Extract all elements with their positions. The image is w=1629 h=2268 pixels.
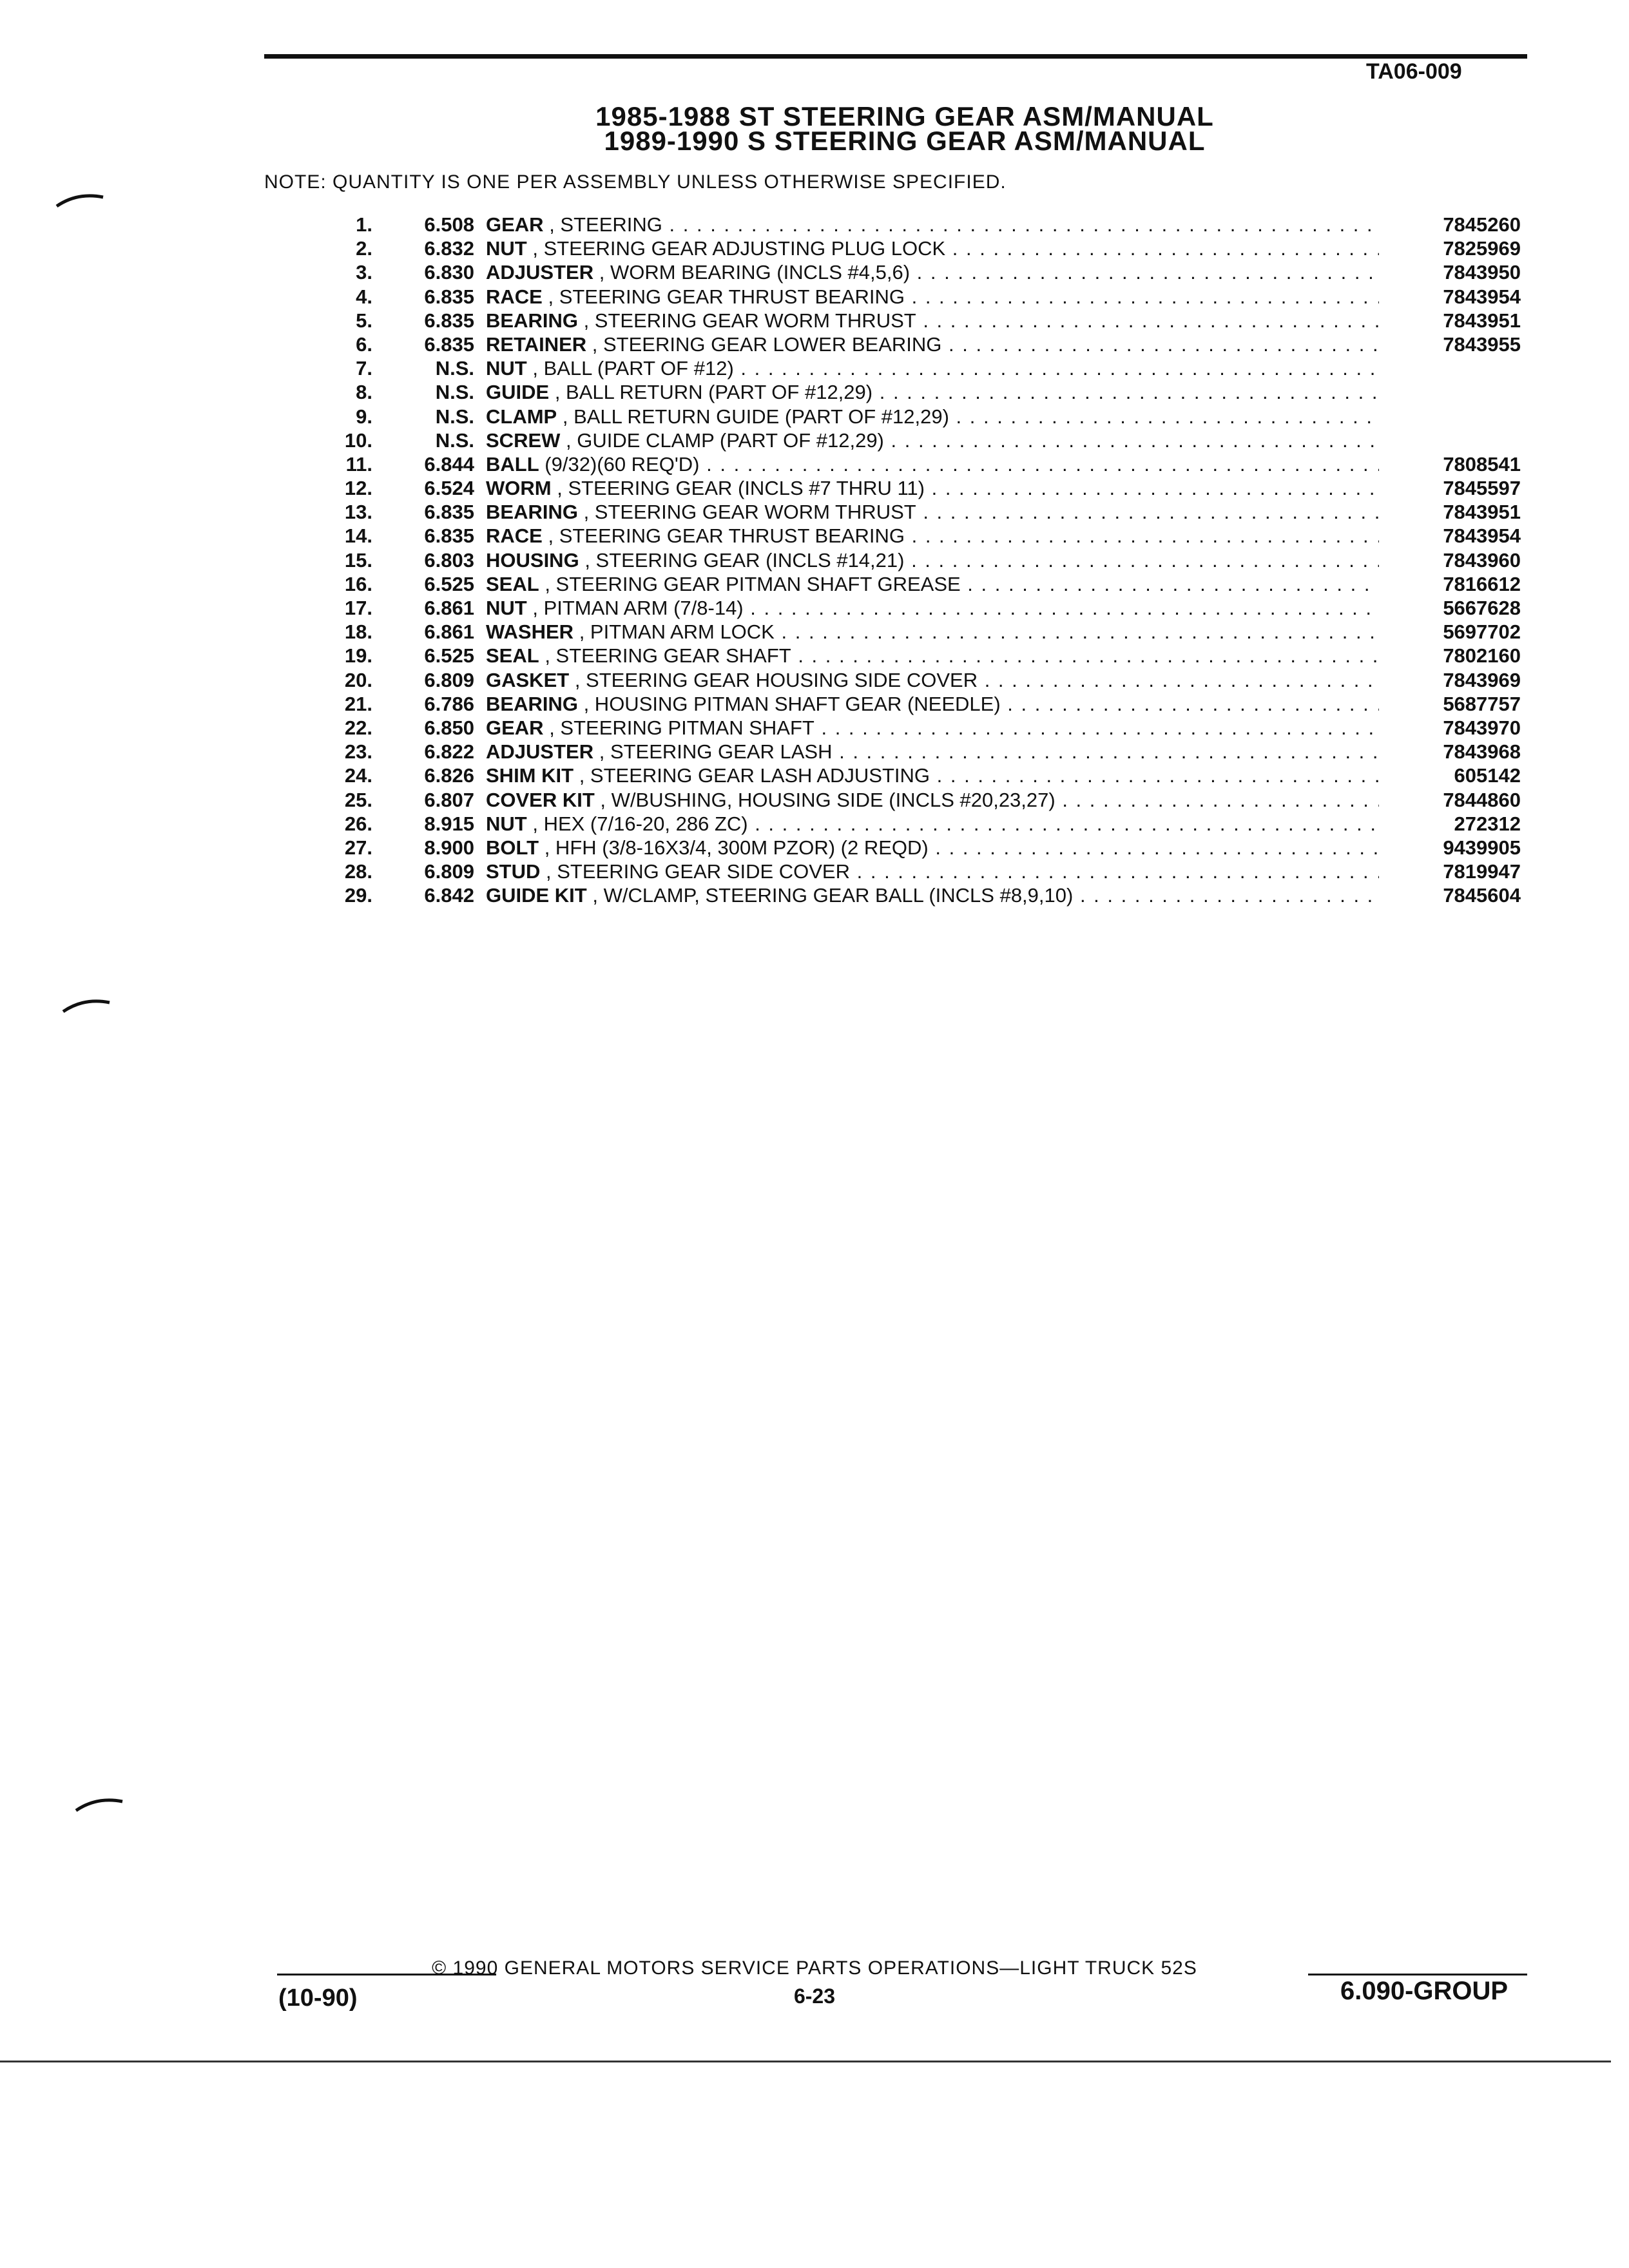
part-description bbox=[486, 236, 1379, 260]
part-description bbox=[486, 764, 1379, 787]
part-number: 272312 bbox=[1454, 812, 1521, 835]
part-detail: , WORM BEARING (INCLS #4,5,6) bbox=[599, 261, 911, 284]
part-description bbox=[486, 620, 1379, 644]
parts-list-row bbox=[329, 524, 1521, 548]
part-number: 7825969 bbox=[1443, 237, 1521, 260]
part-name: GASKET bbox=[486, 668, 570, 691]
part-name: WASHER bbox=[486, 620, 574, 644]
part-detail: , HFH (3/8-16X3/4, 300M PZOR) (2 REQD) bbox=[544, 836, 929, 859]
part-detail: , STEERING GEAR SHAFT bbox=[545, 644, 791, 668]
group-number: N.S. bbox=[435, 381, 474, 404]
parts-list-row bbox=[329, 452, 1521, 476]
part-name: BEARING bbox=[486, 692, 578, 715]
part-name: SEAL bbox=[486, 644, 539, 668]
part-name: ADJUSTER bbox=[486, 740, 594, 764]
parts-list-row bbox=[329, 285, 1521, 309]
part-number: 7843970 bbox=[1443, 716, 1521, 739]
part-detail: , HEX (7/16-20, 286 ZC) bbox=[532, 812, 748, 835]
leader-dots bbox=[930, 764, 1379, 787]
parts-list-row bbox=[329, 644, 1521, 668]
parts-list-row bbox=[329, 309, 1521, 332]
group-number: 6.835 bbox=[424, 285, 474, 308]
group-number: 6.861 bbox=[424, 597, 474, 619]
leader-dots bbox=[905, 524, 1379, 547]
parts-list bbox=[329, 213, 1521, 907]
title-line-2: 1989-1990 S STEERING GEAR ASM/MANUAL bbox=[604, 126, 1206, 156]
group-number: 6.525 bbox=[424, 644, 474, 668]
part-number: 605142 bbox=[1454, 764, 1521, 787]
leader-dots bbox=[734, 357, 1379, 380]
part-name: RACE bbox=[486, 285, 543, 308]
part-detail: , PITMAN ARM LOCK bbox=[579, 620, 775, 644]
group-number: 6.786 bbox=[424, 692, 474, 715]
part-name: NUT bbox=[486, 597, 527, 619]
part-description bbox=[486, 836, 1379, 860]
part-description bbox=[486, 692, 1379, 716]
part-name: SHIM KIT bbox=[486, 764, 574, 787]
part-description bbox=[486, 668, 1379, 692]
part-detail: , W/BUSHING, HOUSING SIDE (INCLS #20,23,27) bbox=[600, 788, 1055, 811]
binder-hole-mark-icon bbox=[52, 187, 110, 213]
copyright-line: © 1990 GENERAL MOTORS SERVICE PARTS OPERATIONS—LIGHT TRUCK 52S bbox=[432, 1957, 1197, 1979]
part-number: 7808541 bbox=[1443, 452, 1521, 476]
bottom-rule bbox=[0, 2061, 1611, 2062]
part-number: 7819947 bbox=[1443, 860, 1521, 883]
part-detail: , STEERING GEAR (INCLS #14,21) bbox=[584, 548, 905, 572]
group-number: 6.807 bbox=[424, 788, 474, 811]
part-detail: , STEERING GEAR ADJUSTING PLUG LOCK bbox=[532, 237, 946, 260]
part-detail: , STEERING GEAR LASH bbox=[599, 740, 833, 764]
item-number: 3. bbox=[356, 261, 372, 284]
part-name: GEAR bbox=[486, 716, 544, 739]
leader-dots bbox=[916, 501, 1379, 523]
part-description bbox=[486, 356, 1379, 380]
title-block bbox=[0, 101, 1629, 156]
item-number: 22. bbox=[344, 716, 372, 739]
part-name: WORM bbox=[486, 477, 552, 500]
part-detail: (9/32)(60 REQ'D) bbox=[545, 452, 700, 476]
group-number: 8.900 bbox=[424, 836, 474, 859]
leader-dots bbox=[1073, 884, 1379, 907]
item-number: 4. bbox=[356, 285, 372, 308]
part-description bbox=[486, 260, 1379, 284]
part-detail: , STEERING GEAR THRUST BEARING bbox=[548, 285, 905, 308]
group-code: 6.090-GROUP bbox=[1340, 1977, 1509, 2005]
part-description bbox=[486, 883, 1379, 907]
parts-list-row bbox=[329, 860, 1521, 883]
part-detail: , STEERING GEAR LOWER BEARING bbox=[592, 332, 942, 356]
part-name: GUIDE bbox=[486, 381, 550, 404]
item-number: 5. bbox=[356, 309, 372, 332]
part-name: BALL bbox=[486, 452, 539, 476]
leader-dots bbox=[832, 740, 1379, 763]
parts-list-row bbox=[329, 788, 1521, 812]
part-number: 7843950 bbox=[1443, 261, 1521, 284]
part-detail: , STEERING GEAR (INCLS #7 THRU 11) bbox=[557, 477, 925, 500]
parts-list-row bbox=[329, 764, 1521, 787]
part-number: 7843954 bbox=[1443, 285, 1521, 308]
parts-list-row bbox=[329, 716, 1521, 740]
part-name: HOUSING bbox=[486, 548, 579, 572]
leader-dots bbox=[910, 261, 1379, 284]
part-name: BEARING bbox=[486, 501, 578, 524]
quantity-note: NOTE: QUANTITY IS ONE PER ASSEMBLY UNLESS OTHERWISE SPECIFIED. bbox=[264, 171, 1007, 193]
item-number: 16. bbox=[344, 572, 372, 595]
part-detail: , HOUSING PITMAN SHAFT GEAR (NEEDLE) bbox=[583, 692, 1001, 715]
part-detail: , PITMAN ARM (7/8-14) bbox=[532, 597, 744, 619]
part-name: RETAINER bbox=[486, 332, 587, 356]
part-name: COVER KIT bbox=[486, 788, 595, 811]
part-number: 7845604 bbox=[1443, 884, 1521, 907]
part-detail: , BALL RETURN (PART OF #12,29) bbox=[554, 381, 873, 404]
group-number: 6.844 bbox=[424, 452, 474, 476]
document-id: TA06-009 bbox=[1366, 59, 1462, 84]
part-description bbox=[486, 476, 1379, 500]
leader-dots bbox=[1001, 693, 1379, 715]
part-number: 7843960 bbox=[1443, 548, 1521, 572]
parts-list-row bbox=[329, 476, 1521, 500]
group-number: 6.809 bbox=[424, 668, 474, 691]
parts-list-row bbox=[329, 405, 1521, 428]
parts-list-row bbox=[329, 692, 1521, 716]
leader-dots bbox=[775, 620, 1379, 643]
group-number: 6.835 bbox=[424, 524, 474, 548]
leader-dots bbox=[744, 597, 1379, 619]
item-number: 7. bbox=[356, 357, 372, 380]
part-number: 7843968 bbox=[1443, 740, 1521, 764]
part-name: NUT bbox=[486, 812, 527, 835]
part-number: 7845260 bbox=[1443, 213, 1521, 236]
item-number: 8. bbox=[356, 381, 372, 404]
item-number: 21. bbox=[344, 692, 372, 715]
leader-dots bbox=[945, 237, 1379, 260]
part-description bbox=[486, 740, 1379, 764]
group-number: 6.835 bbox=[424, 501, 474, 524]
parts-list-row bbox=[329, 812, 1521, 836]
part-number: 7844860 bbox=[1443, 788, 1521, 811]
part-description bbox=[486, 428, 1379, 452]
parts-list-row bbox=[329, 260, 1521, 284]
part-name: SCREW bbox=[486, 428, 561, 452]
group-number: 8.915 bbox=[424, 812, 474, 835]
part-name: STUD bbox=[486, 860, 541, 883]
item-number: 29. bbox=[344, 884, 372, 907]
part-number: 7816612 bbox=[1443, 572, 1521, 595]
item-number: 9. bbox=[356, 405, 372, 428]
leader-dots bbox=[905, 285, 1379, 308]
part-description bbox=[486, 285, 1379, 309]
group-number: 6.525 bbox=[424, 572, 474, 595]
part-number: 7845597 bbox=[1443, 477, 1521, 500]
part-description bbox=[486, 309, 1379, 332]
part-description bbox=[486, 812, 1379, 836]
part-detail: , STEERING PITMAN SHAFT bbox=[549, 716, 815, 739]
part-name: GUIDE KIT bbox=[486, 884, 587, 907]
group-number: 6.861 bbox=[424, 620, 474, 644]
item-number: 14. bbox=[344, 524, 372, 548]
item-number: 24. bbox=[344, 764, 372, 787]
parts-list-row bbox=[329, 356, 1521, 380]
part-name: BOLT bbox=[486, 836, 539, 859]
revision-date: (10-90) bbox=[278, 1984, 358, 2012]
part-detail: , STEERING GEAR LASH ADJUSTING bbox=[579, 764, 930, 787]
part-number: 7843954 bbox=[1443, 524, 1521, 548]
parts-list-row bbox=[329, 740, 1521, 764]
group-number: 6.830 bbox=[424, 261, 474, 284]
part-detail: , GUIDE CLAMP (PART OF #12,29) bbox=[566, 428, 884, 452]
part-description bbox=[486, 572, 1379, 596]
leader-dots bbox=[941, 333, 1379, 356]
part-name: CLAMP bbox=[486, 405, 557, 428]
part-number: 9439905 bbox=[1443, 836, 1521, 859]
item-number: 6. bbox=[356, 332, 372, 356]
item-number: 26. bbox=[344, 812, 372, 835]
group-number: N.S. bbox=[435, 428, 474, 452]
part-number: 7843955 bbox=[1443, 332, 1521, 356]
group-number: N.S. bbox=[435, 357, 474, 380]
part-description bbox=[486, 213, 1379, 236]
part-description bbox=[486, 405, 1379, 428]
leader-dots bbox=[929, 836, 1379, 859]
part-number: 7843951 bbox=[1443, 501, 1521, 524]
part-number: 5697702 bbox=[1443, 620, 1521, 644]
part-number: 5687757 bbox=[1443, 692, 1521, 715]
item-number: 28. bbox=[344, 860, 372, 883]
leader-dots bbox=[815, 716, 1379, 739]
part-description bbox=[486, 716, 1379, 740]
item-number: 11. bbox=[345, 452, 372, 476]
group-number: 6.842 bbox=[424, 884, 474, 907]
item-number: 12. bbox=[344, 477, 372, 500]
leader-dots bbox=[916, 309, 1379, 332]
group-number: 6.850 bbox=[424, 716, 474, 739]
leader-dots bbox=[700, 453, 1380, 476]
part-description bbox=[486, 452, 1379, 476]
group-number: 6.508 bbox=[424, 213, 474, 236]
part-number: 7802160 bbox=[1443, 644, 1521, 668]
parts-list-row bbox=[329, 668, 1521, 692]
parts-list-row bbox=[329, 548, 1521, 572]
binder-hole-mark-icon bbox=[58, 992, 116, 1018]
part-detail: , BALL (PART OF #12) bbox=[532, 357, 734, 380]
part-name: NUT bbox=[486, 357, 527, 380]
part-description bbox=[486, 860, 1379, 883]
part-description bbox=[486, 332, 1379, 356]
group-number: 6.809 bbox=[424, 860, 474, 883]
item-number: 17. bbox=[344, 597, 372, 619]
item-number: 19. bbox=[344, 644, 372, 668]
part-name: NUT bbox=[486, 237, 527, 260]
part-description bbox=[486, 380, 1379, 404]
group-number: 6.835 bbox=[424, 332, 474, 356]
item-number: 27. bbox=[344, 836, 372, 859]
part-name: ADJUSTER bbox=[486, 261, 594, 284]
part-detail: , STEERING GEAR THRUST BEARING bbox=[548, 524, 905, 548]
group-number: 6.524 bbox=[424, 477, 474, 500]
parts-list-row bbox=[329, 572, 1521, 596]
group-number: 6.826 bbox=[424, 764, 474, 787]
part-description bbox=[486, 788, 1379, 812]
parts-list-row bbox=[329, 332, 1521, 356]
parts-list-row bbox=[329, 380, 1521, 404]
leader-dots bbox=[791, 644, 1379, 667]
group-number: 6.803 bbox=[424, 548, 474, 572]
binder-hole-mark-icon bbox=[71, 1791, 129, 1817]
part-name: SEAL bbox=[486, 572, 539, 595]
part-description bbox=[486, 500, 1379, 524]
leader-dots bbox=[1055, 789, 1379, 811]
parts-list-row bbox=[329, 428, 1521, 452]
item-number: 18. bbox=[344, 620, 372, 644]
part-name: GEAR bbox=[486, 213, 544, 236]
part-description bbox=[486, 524, 1379, 548]
parts-list-row bbox=[329, 883, 1521, 907]
group-number: 6.822 bbox=[424, 740, 474, 764]
footer-rule-right bbox=[1308, 1974, 1527, 1975]
group-number: 6.832 bbox=[424, 237, 474, 260]
leader-dots bbox=[884, 429, 1379, 452]
part-description bbox=[486, 644, 1379, 668]
part-detail: , STEERING GEAR WORM THRUST bbox=[583, 309, 916, 332]
part-description bbox=[486, 548, 1379, 572]
item-number: 1. bbox=[356, 213, 372, 236]
title-line-1: 1985-1988 ST STEERING GEAR ASM/MANUAL bbox=[595, 101, 1214, 131]
parts-list-row bbox=[329, 500, 1521, 524]
page-number: 6-23 bbox=[793, 1984, 836, 2008]
part-number: 5667628 bbox=[1443, 597, 1521, 619]
item-number: 13. bbox=[344, 501, 372, 524]
item-number: 23. bbox=[344, 740, 372, 764]
part-number: 7843969 bbox=[1443, 668, 1521, 691]
parts-list-row bbox=[329, 596, 1521, 620]
leader-dots bbox=[925, 477, 1379, 499]
part-description bbox=[486, 596, 1379, 620]
part-detail: , STEERING GEAR SIDE COVER bbox=[546, 860, 850, 883]
item-number: 20. bbox=[344, 668, 372, 691]
part-detail: , STEERING GEAR PITMAN SHAFT GREASE bbox=[545, 572, 961, 595]
leader-dots bbox=[961, 573, 1379, 595]
part-detail: , STEERING GEAR WORM THRUST bbox=[583, 501, 916, 524]
leader-dots bbox=[904, 549, 1379, 572]
leader-dots bbox=[872, 381, 1379, 403]
parts-list-row bbox=[329, 213, 1521, 236]
item-number: 10. bbox=[344, 428, 372, 452]
part-detail: , W/CLAMP, STEERING GEAR BALL (INCLS #8,9,10) bbox=[592, 884, 1074, 907]
item-number: 15. bbox=[344, 548, 372, 572]
leader-dots bbox=[748, 812, 1379, 835]
item-number: 2. bbox=[356, 237, 372, 260]
parts-list-row bbox=[329, 836, 1521, 860]
part-name: RACE bbox=[486, 524, 543, 548]
part-detail: , BALL RETURN GUIDE (PART OF #12,29) bbox=[562, 405, 949, 428]
part-detail: , STEERING GEAR HOUSING SIDE COVER bbox=[574, 668, 978, 691]
group-number: N.S. bbox=[435, 405, 474, 428]
top-rule bbox=[264, 54, 1527, 59]
part-name: BEARING bbox=[486, 309, 578, 332]
leader-dots bbox=[850, 860, 1379, 883]
parts-list-row bbox=[329, 620, 1521, 644]
item-number: 25. bbox=[344, 788, 372, 811]
leader-dots bbox=[978, 669, 1379, 691]
group-number: 6.835 bbox=[424, 309, 474, 332]
leader-dots bbox=[949, 405, 1379, 428]
leader-dots bbox=[662, 213, 1379, 236]
parts-list-row bbox=[329, 236, 1521, 260]
part-number: 7843951 bbox=[1443, 309, 1521, 332]
part-detail: , STEERING bbox=[549, 213, 662, 236]
